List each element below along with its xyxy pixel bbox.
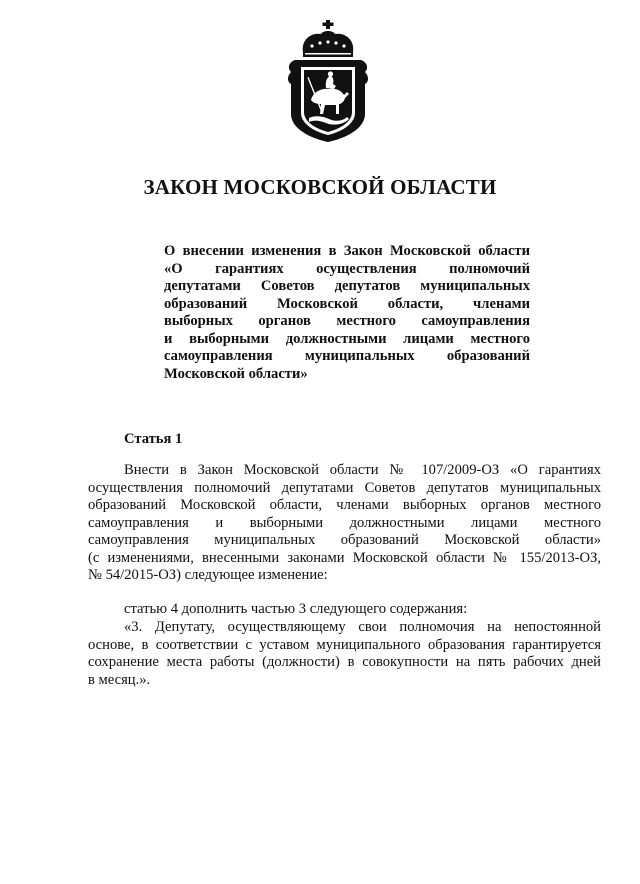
article-paragraph-3 — [88, 619, 601, 689]
paragraph-line: самоуправления муниципальных образований Московской области» — [88, 532, 601, 548]
article-paragraph-2 — [88, 601, 601, 619]
paragraph-line: самоуправления и выборными должностными лицами местного — [88, 514, 601, 531]
paragraph-line: «3. Депутату, осуществляющему свои полномочия на непостоянной — [124, 619, 601, 635]
subject-line: и выборными должностными лицами местного — [164, 330, 530, 347]
subject-line: О внесении изменения в Закон Московской области — [164, 243, 530, 259]
paragraph-line: основе, в соответствии с уставом муниципального образования гарантируется — [88, 636, 601, 653]
paragraph-line: (с изменениями, внесенными законами Московской области № 155/2013-ОЗ, — [88, 549, 601, 566]
subject-line: выборных органов местного самоуправления — [164, 313, 530, 329]
paragraph-line: осуществления полномочий депутатами Советов депутатов муниципальных — [88, 479, 601, 496]
subject-line: самоуправления муниципальных образований — [164, 348, 530, 364]
paragraph-line: в месяц.». — [88, 671, 151, 688]
paragraph-line: статью 4 дополнить частью 3 следующего содержания: — [124, 601, 468, 617]
law-title: ЗАКОН МОСКОВСКОЙ ОБЛАСТИ — [143, 175, 497, 199]
paragraph-line: Внести в Закон Московской области № 107/2009-ОЗ «О гарантиях — [124, 462, 601, 478]
paragraph-line: образований Московской области, членами выборных органов местного — [88, 497, 601, 513]
subject-line: «О гарантиях осуществления полномочий — [164, 260, 530, 277]
paragraph-line: сохранение места работы (должности) в совокупности на пять рабочих дней — [88, 654, 601, 670]
law-subject — [164, 243, 530, 383]
article-paragraph-1 — [88, 462, 601, 585]
subject-line: депутатами Советов депутатов муниципальных — [164, 278, 530, 294]
subject-line: образований Московской области, членами — [164, 295, 530, 312]
paragraph-line: № 54/2015-ОЗ) следующее изменение: — [88, 567, 328, 583]
subject-line: Московской области» — [164, 365, 308, 382]
article-heading: Статья 1 — [124, 431, 183, 447]
coat-of-arms-icon — [281, 18, 375, 144]
